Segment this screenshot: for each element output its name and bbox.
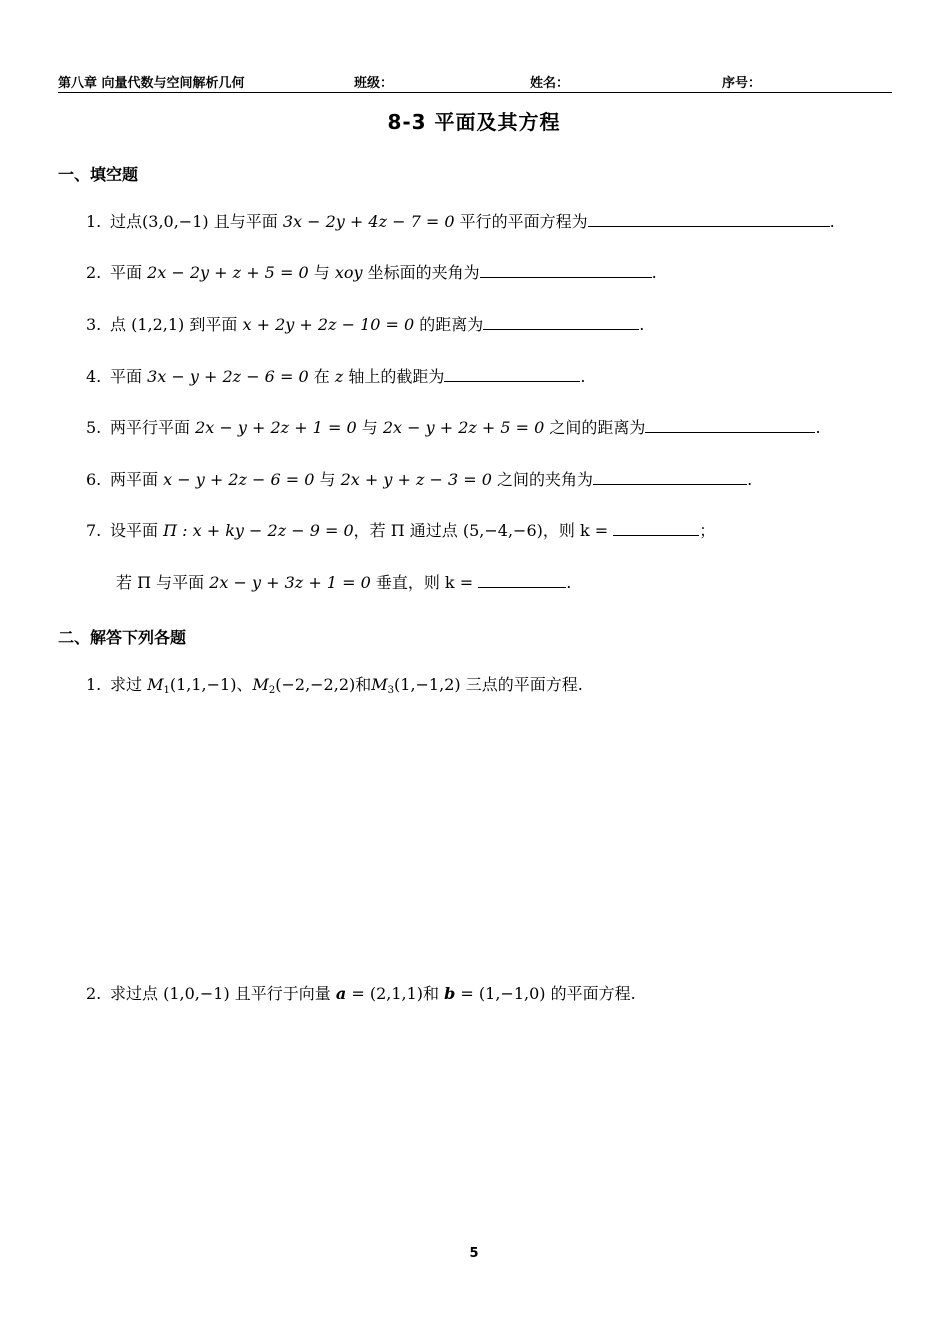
- page-header: [58, 72, 892, 93]
- answer-blank[interactable]: [645, 418, 815, 433]
- question-5: 5. 两平行平面 2x − y + 2z + 1 = 0 与 2x − y + 2z + 5 = 0 之间的距离为 .: [86, 418, 821, 437]
- question-4: 4. 平面 3x − y + 2z − 6 = 0 在 z 轴上的截距为 .: [86, 367, 586, 386]
- answer-blank[interactable]: [588, 212, 830, 227]
- seq-label: 序号：: [722, 76, 762, 91]
- problem-2: 2. 求过点 (1,0,−1) 且平行于向量 a = (2,1,1)和 b = (1,−1,0) 的平面方程.: [86, 984, 636, 1003]
- problem-1: 1. 求过 $M_1(1,1,-1)$、$M_2(-2,-2,2)$和$M_3(1,-1,2)$ 三点的平面方程.: [86, 675, 583, 696]
- chapter-title: 第八章 向量代数与空间解析几何: [58, 76, 245, 91]
- answer-blank[interactable]: [483, 315, 639, 330]
- question-7: 7. 设平面 Π : x + ky − 2z − 9 = 0，若 Π 通过点 (5,−4,−6)，则 k = ；: [86, 521, 716, 540]
- question-6: 6. 两平面 x − y + 2z − 6 = 0 与 2x + y + z − 3 = 0 之间的夹角为 .: [86, 470, 753, 489]
- question-1: 1. 过点(3,0,−1) 且与平面 3x − 2y + 4z − 7 = 0 平行的平面方程为 .: [86, 212, 835, 231]
- class-label: 班级：: [354, 76, 394, 91]
- question-2: 2. 平面 2x − 2y + z + 5 = 0 与 xoy 坐标面的夹角为 .: [86, 263, 657, 282]
- answer-blank[interactable]: [613, 521, 699, 536]
- answer-blank[interactable]: [593, 470, 747, 485]
- name-label: 姓名：: [530, 76, 570, 91]
- section-heading-problems: 二、解答下列各题: [58, 628, 187, 647]
- answer-blank[interactable]: [444, 367, 580, 382]
- page-title: 8-3 平面及其方程: [387, 110, 561, 134]
- answer-blank[interactable]: [480, 263, 652, 278]
- question-7-part-2: 若 Π 与平面 2x − y + 3z + 1 = 0 垂直，则 k = .: [116, 573, 572, 592]
- answer-blank[interactable]: [478, 573, 566, 588]
- page-number: 5: [469, 1246, 479, 1261]
- section-heading-fill-blank: 一、填空题: [58, 165, 139, 184]
- question-3: 3. 点 (1,2,1) 到平面 x + 2y + 2z − 10 = 0 的距离为 .: [86, 315, 645, 334]
